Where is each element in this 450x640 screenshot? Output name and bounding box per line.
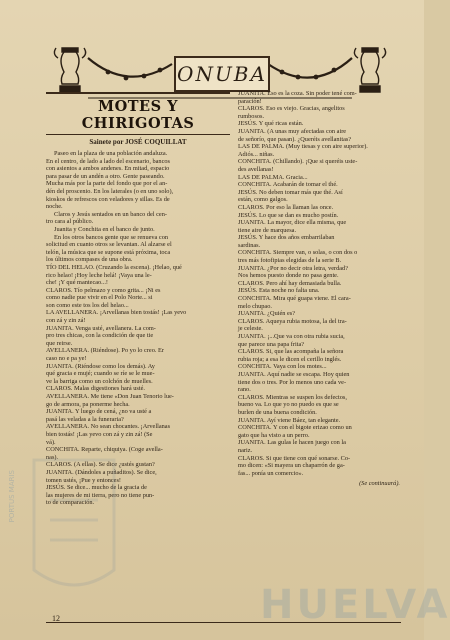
text-line: CLAROS. Aqueya rubia motosa, la del tra- [238, 317, 347, 325]
text-line: Nos hemos puesto donde no pasa gente. [238, 272, 339, 280]
text-line: TÍO DEL HELAO. (Cruzando la escena). ¡Helao, qué [46, 263, 182, 271]
text-line: las mujeres de mi tierra, pero no tiene pun- [46, 491, 155, 499]
page-number: 12 [52, 614, 60, 623]
text-line: pro tres chicas, con la condición de que tie [46, 332, 154, 340]
text-line: JUANITA. (Riéndose como los demás). Ay [46, 362, 155, 370]
text-line: están, como galgos. [238, 196, 288, 204]
text-line: que reirse. [46, 339, 73, 347]
text-line: je celeste. [238, 325, 263, 333]
text-line: che! ¡Y qué mantecao...! [46, 279, 109, 287]
text-line: de señorío, que pasan). ¿Queréis avellanitas? [238, 135, 352, 143]
text-line: go de armora, pa ponerme hecha. [46, 400, 130, 408]
text-line: JESÚS. Lo que se dan es mucho postín. [238, 211, 339, 219]
text-line: CONCHITA. Reparte, chiquiya. (Coge avella- [46, 446, 163, 454]
text-line: JESÚS. Y qué ricas están. [238, 120, 304, 128]
text-line: JESÚS. Esta noche no falta una. [238, 287, 320, 295]
text-line: telón, la música que se supone está próxima, toca [46, 248, 171, 256]
text-line: caso no e pa ye! [46, 355, 87, 363]
text-line: JUANITA. (Dándoles a puñaditos). Se dice, [46, 468, 157, 476]
text-line: rico helao! ¡Hoy leche helá! ¡Vaya una le- [46, 271, 152, 279]
text-line: JUANITA. La mayor, dice ella misma, que [238, 219, 347, 227]
text-line: bueno va. Lo que yo no puedo es que se [238, 401, 339, 409]
text-line: JUANITA. Venga usté, avellanera. La com- [46, 324, 156, 332]
text-line: CONCHITA. Mira qué guapa viene. El cara- [238, 295, 351, 303]
text-line: ve la barriga como un colchón de muelles. [46, 377, 153, 385]
text-line: JUANITA. Aquí nadie se escapa. Hoy quien [238, 370, 350, 378]
text-line: Claros y Jesús sentados en un banco del cen- [54, 210, 167, 218]
text-line: fas... ponía un comercio». [238, 469, 304, 477]
text-line: noche. [46, 203, 63, 211]
text-line: Juanita y Conchita en el banco de junto. [54, 225, 155, 233]
text-line: tomen ustés, ¡Pue y entonces! [46, 476, 122, 484]
text-line: gato que ha visto a un perro. [238, 431, 310, 439]
text-line: AVELLANERA. (Riéndose). Po yo lo creo. Er [46, 347, 164, 355]
text-line: JUANITA. ¡...Que va con otra rubia sucia, [238, 333, 345, 340]
text-line: tiene dos o tres. Por lo menos uno cada ve- [238, 378, 347, 386]
text-line: Adiós... niñas. [238, 150, 275, 158]
text-line: para pasar de un andén a otro. Gente paseando. [46, 172, 165, 180]
text-line: los últimos compases de una obra. [46, 256, 133, 264]
text-line: melo chupao. [238, 302, 272, 310]
text-line: CONCHITA. Acabarán de tomar el thé. [238, 181, 338, 189]
text-line: to de comparación. [46, 499, 95, 507]
text-line: son como este tos los del helao... [46, 301, 129, 309]
text-line: CONCHITA. Siempre van, o solas, o con dos o [238, 249, 358, 257]
text-line: con zá y zin zá! [46, 317, 86, 325]
text-line: mo dicen: «Si mayera un chaparrón de ga- [238, 462, 345, 470]
text-line: CONCHITA. (Chillando). ¡Que si queréis uste- [238, 158, 358, 166]
article-byline: Sainete por JOSÉ COQUILLAT [89, 138, 187, 146]
text-line: tiene aire de marquesa. [238, 226, 297, 234]
text-line: tro cara al público. [46, 218, 94, 226]
text-line: CLAROS. Mientras se suspen los defectos, [238, 393, 347, 401]
text-line: paración! [238, 97, 262, 105]
text-line: rumbosos. [238, 112, 265, 120]
text-line: JESÚS. No deben tomar más que thé. Así [238, 188, 343, 196]
title-rule-top [46, 92, 230, 94]
text-line: LA AVELLANERA. ¡Arvellanas bien tostás! ¡Las yevo [46, 309, 187, 317]
text-line: CLAROS. (A ellas). Se dice ¿ustés gustan? [46, 461, 155, 469]
text-line: LAS DE PALMA. (Muy tiesas y con aire superior). [238, 143, 368, 151]
text-line: como nadie pue vivir en el Polo Norte... si [46, 294, 153, 302]
watermark-text: HUELVA [260, 582, 450, 628]
text-line: tres más fotofipias elegidas de la serie B. [238, 257, 342, 265]
title-rule-bottom [46, 134, 230, 135]
text-line: JESÚS. Se dice... mucho de la gracia de [46, 484, 147, 492]
text-line: burlen de una buena condición. [238, 408, 317, 416]
text-line: CLAROS. Por eso la llaman las once. [238, 203, 334, 211]
text-line: qué gracia e mujé; cuando se ríe se le mue- [46, 370, 155, 378]
text-line: kioskos de refrescos con veladores y sillas. Es de [46, 195, 170, 203]
text-line: Mucha más por la parte del fondo que por el an- [46, 180, 168, 188]
text-line: CLAROS. Si, que las acompaña la señora [238, 348, 344, 356]
text-line: JUANITA. (A unas muy afectadas con aire [238, 127, 347, 135]
text-line: CLAROS. Si que tiene con qué sonarse. Co- [238, 454, 351, 462]
text-line: AVELLANERA. Me tiene «Don Juan Tenorio lue- [46, 393, 174, 400]
text-line: JUANITA. ¿Quién es? [238, 310, 296, 318]
text-line: solicitud en cuanto otros se levantan. Al alzarse el [46, 241, 172, 249]
text-line: vá). [46, 438, 56, 446]
text-line: JESÚS. Y hace dos años embarrilaban [238, 234, 335, 242]
text-line: pasá las veladas a la funeraria? [46, 415, 124, 423]
text-line: Paseo en la plaza de una población andaluza. [54, 150, 168, 157]
watermark-side-text: PORTUS MARIS [8, 470, 16, 523]
right-body-text [238, 90, 400, 477]
text-line: des avellanas! [238, 165, 274, 173]
text-line: bien tostás! ¡Las yevo con zá y zin zá! (Se [46, 430, 153, 438]
text-line: CONCHITA. Vaya con los motes... [238, 363, 327, 371]
text-line: AVELLANERA. No sean chocantes. ¡Arvellanas [46, 423, 171, 431]
footer-rule [46, 622, 401, 623]
text-line: JUANITA. ¿Por no decir otra letra, verdad? [238, 264, 348, 272]
text-line: En el centro, de lado a lado del escenario, bancos [46, 157, 170, 165]
text-line: dén del proscenio. En los laterales (o en uno solo), [46, 187, 174, 195]
text-line: CLAROS. Malas digestiones hará usté. [46, 385, 145, 393]
text-line: rano. [238, 386, 251, 394]
text-line: CONCHITA. Y con el bigote erizao como un [238, 424, 352, 432]
text-line: nas). [46, 453, 59, 461]
magazine-title: ONUBA [174, 56, 270, 92]
right-column [238, 90, 400, 487]
continues-note: (Se continuará). [359, 480, 400, 488]
text-line: CLAROS. Pero ahí hay demasiada bulla. [238, 279, 342, 287]
text-line: sardinas. [238, 241, 261, 249]
text-line: JUANITA. Ayí viene Báez, tan elegante. [238, 416, 341, 424]
text-line: En los otros bancos gente que se renueva con [54, 233, 169, 241]
left-column [46, 90, 230, 507]
text-line: con asientos a ambos andenes. En mitad, espacio [46, 165, 170, 173]
left-body-text [46, 150, 230, 507]
article-title: MOTES Y CHIRIGOTAS [81, 98, 195, 132]
text-line: JUANITA. Las gulas le hacen juego con la [238, 439, 346, 447]
text-line: nariz. [238, 446, 253, 454]
text-line: rubia roja; a esa le dicen el cerillo inglés. [238, 355, 342, 363]
text-line: JUANITA. Eso es la coza. Sin poder tené com- [238, 90, 357, 97]
text-line: que parece una papa frita? [238, 340, 305, 348]
text-line: LAS DE PALMA. Gracia... [238, 173, 308, 181]
text-line: CLAROS. Eso es viejo. Gracias, angelitos [238, 105, 345, 113]
text-line: CLAROS. Tío pelmazo y como grita... ¡Ni es [46, 286, 161, 294]
text-line: JUANITA. Y luego de cená, ¿no va usté a [46, 408, 152, 416]
